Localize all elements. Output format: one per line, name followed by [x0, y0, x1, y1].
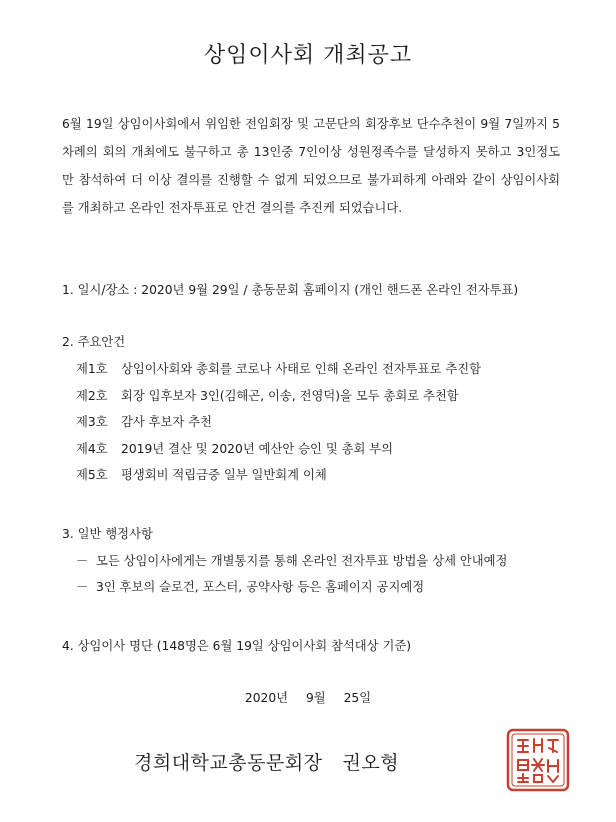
agenda-item-number: 제5호 — [76, 468, 108, 482]
agenda-item — [62, 356, 481, 383]
page-title: 상임이사회 개최공고 — [203, 43, 413, 68]
agenda-item-text: 감사 후보자 추천 — [121, 415, 212, 429]
official-seal-icon — [506, 728, 570, 792]
admin-item-text: 3인 후보의 슬로건, 포스터, 공약사항 등은 홈페이지 공지예정 — [96, 580, 425, 594]
agenda-list — [62, 356, 481, 489]
admin-item-text: 모든 상임이사에게는 개별통지를 통해 온라인 전자투표 방법을 상세 안내예정 — [96, 554, 508, 568]
admin-item — [62, 548, 507, 574]
agenda-item-number: 제3호 — [76, 415, 108, 429]
intro-paragraph: 6월 19일 상임이사회에서 위임한 전임회장 및 고문단의 회장후보 단수추천이 9월 7일까지 5차례의 회의 개최에도 불구하고 총 13인중 7인이상 성원정족수를 달성하지 못하고 3인정도만 참석하여 더 이상 결의를 진행할 수 없게 되었으므로 불가피하게 아래와 같이 상임이사회를 개최하고 온라인 전자투표로 안건 결의를 추진케 되었습니다. — [62, 117, 560, 215]
signature-name: 권오형 — [342, 752, 400, 774]
dash-marker: － — [76, 554, 89, 568]
agenda-item-number: 제1호 — [76, 362, 108, 376]
agenda-item — [62, 383, 481, 410]
agenda-item — [62, 409, 481, 436]
signature-line — [134, 748, 399, 775]
agenda-item — [62, 462, 481, 489]
section-members — [62, 632, 411, 660]
signature-org: 경희대학교총동문회장 — [134, 752, 323, 774]
admin-list — [62, 548, 507, 600]
agenda-item-text: 2019년 결산 및 2020년 예산안 승인 및 총회 부의 — [121, 441, 394, 456]
announcement-date: 2020년 9월 25일 — [244, 691, 372, 705]
admin-item — [62, 574, 507, 600]
agenda-item-text: 회장 입후보자 3인(김해곤, 이송, 전영덕)을 모두 총회로 추천함 — [121, 388, 459, 403]
agenda-item — [62, 436, 481, 463]
agenda-item-text: 상임이사회와 총회를 코로나 사태로 인해 온라인 전자투표로 추진함 — [121, 362, 481, 376]
section-admin — [62, 520, 507, 600]
agenda-heading: 2. 주요안건 — [62, 335, 126, 349]
members-text: 4. 상임이사 명단 (148명은 6월 19일 상임이사회 참석대상 기준) — [62, 639, 411, 653]
agenda-item-number: 제2호 — [76, 388, 108, 403]
section-schedule — [62, 276, 518, 304]
admin-heading: 3. 일반 행정사항 — [62, 527, 153, 541]
agenda-item-number: 제4호 — [76, 441, 108, 456]
schedule-text: 1. 일시/장소 : 2020년 9월 29일 / 총동문회 홈페이지 (개인 핸드폰 온라인 전자투표) — [62, 283, 519, 297]
section-agenda — [62, 328, 481, 489]
dash-marker: － — [76, 580, 89, 594]
agenda-item-text: 평생회비 적립금중 일부 일반회계 이체 — [121, 468, 327, 482]
